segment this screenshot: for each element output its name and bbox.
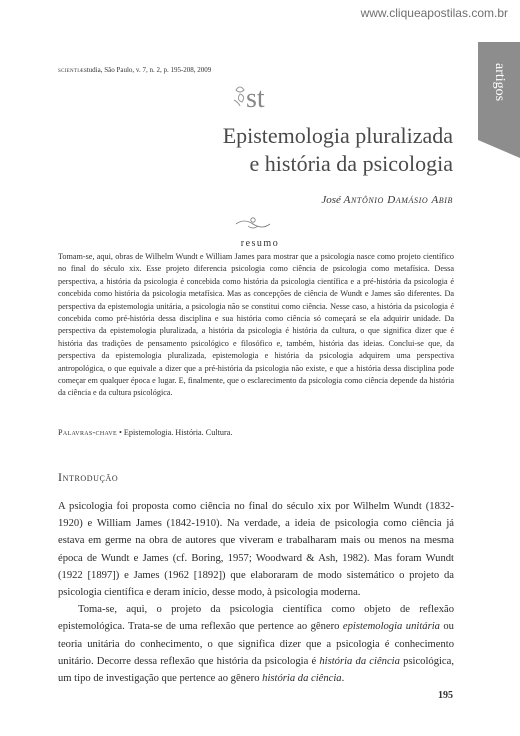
emphasis-historia-da-ciencia-2: história da ciência bbox=[262, 673, 342, 685]
journal-logo bbox=[230, 80, 278, 114]
emphasis-historia-da-ciencia-1: história da ciência bbox=[319, 655, 400, 667]
journal-name: scientiæ bbox=[58, 66, 85, 74]
page-number: 195 bbox=[438, 690, 453, 701]
abstract-text: Tomam-se, aqui, obras de Wilhelm Wundt e William James para mostrar que a psicologia nasce como projeto científico no final do século xix. Esse projeto diferencia psicologia como ciência de psicologia como metafísica. Dessa perspectiva, a história da psicologia é concebida como história da psicologia científica e a pré-história da psicologia é concebida como história da psicologia metafísica. Mas as concepções de ciência de Wundt e James são diferentes. Da perspectiva da epistemologia unitária, a psicologia não se constitui como ciência. Nesse caso, a história da psicologia é concebida como pré-história dessa disciplina e sua história como ciência só começará se ela adquirir unidade. Da perspectiva da epistemologia pluralizada, a história da psicologia é história da cultura, o que significa dizer que é história das tradições de pensamento psicológico e filosófico e, também, história das ideias. Conclui-se que, da perspectiva da epistemologia pluralizada, epistemologia e história da psicologia adquirem uma perspectiva antropológica, o que equivale a dizer que a pré-história da psicologia não existe, e que a história dessa disciplina pode começar em qualquer época e lugar. E, finalmente, que o esclarecimento da psicologia como ciência depende da história da ciência e da cultura psicológica. bbox=[58, 252, 454, 398]
article-title bbox=[223, 122, 453, 178]
keywords bbox=[58, 428, 232, 437]
keywords-values: Epistemologia. História. Cultura. bbox=[123, 428, 233, 437]
paragraph-2 bbox=[58, 601, 454, 687]
title-line-1: Epistemologia pluralizada bbox=[222, 123, 453, 148]
paragraph-2-part-a: Toma-se, aqui, o projeto da psicologia científica como objeto de reflexão epistemológica. Trata-se de uma reflexão que pertence ao gênero bbox=[58, 604, 454, 633]
author-first-name: José bbox=[321, 194, 341, 206]
paragraph-2-part-b: ou teoria unitária do conhecimento, o que significa dizer que a psicologia é conhecimento unitário. Decorre dessa reflexão que história da psicologia é bbox=[58, 621, 454, 667]
body-text bbox=[58, 498, 454, 687]
logo-text: st bbox=[246, 83, 265, 114]
paragraph-2-part-c: psicológica, um tipo de investigação que pertence ao gênero bbox=[58, 655, 454, 685]
author-surname: Antônio Damásio Abib bbox=[343, 194, 453, 206]
author-name bbox=[321, 194, 453, 206]
paragraph-1: A psicologia foi proposta como ciência no final do século xix por Wilhelm Wundt (1832-1920) e William James (1842-1910). Na verdade, a ideia de psicologia como ciência já estava em germe na obra de autores que viveram e trabalharam mais ou menos na mesma época de Wundt e James (cf. Boring, 1957; Woodward & Ash, 1982). Mas foram Wundt (1922 [1897]) e James (1962 [1892]) que elaboraram de modo sistemático o projeto da psicologia científica e deram início, desse modo, à psicologia moderna. bbox=[58, 501, 454, 599]
abstract-heading: resumo bbox=[240, 238, 280, 249]
journal-citation bbox=[58, 66, 211, 74]
keywords-separator: • bbox=[116, 428, 124, 437]
watermark-url: www.cliqueapostilas.com.br bbox=[360, 6, 508, 20]
section-tab bbox=[478, 42, 520, 140]
section-tab-notch bbox=[478, 140, 520, 158]
ornament-icon bbox=[228, 214, 278, 232]
section-tab-label: artigos bbox=[492, 63, 507, 102]
title-line-2: e história da psicologia bbox=[249, 151, 453, 176]
emphasis-epistemologia-unitaria: epistemologia unitária bbox=[342, 621, 440, 633]
keywords-label: Palavras-chave bbox=[58, 428, 117, 437]
citation-details: studia, São Paulo, v. 7, n. 2, p. 195-208, 2009 bbox=[84, 66, 212, 74]
paragraph-2-part-d: . bbox=[341, 673, 345, 685]
section-heading: Introdução bbox=[58, 470, 119, 484]
